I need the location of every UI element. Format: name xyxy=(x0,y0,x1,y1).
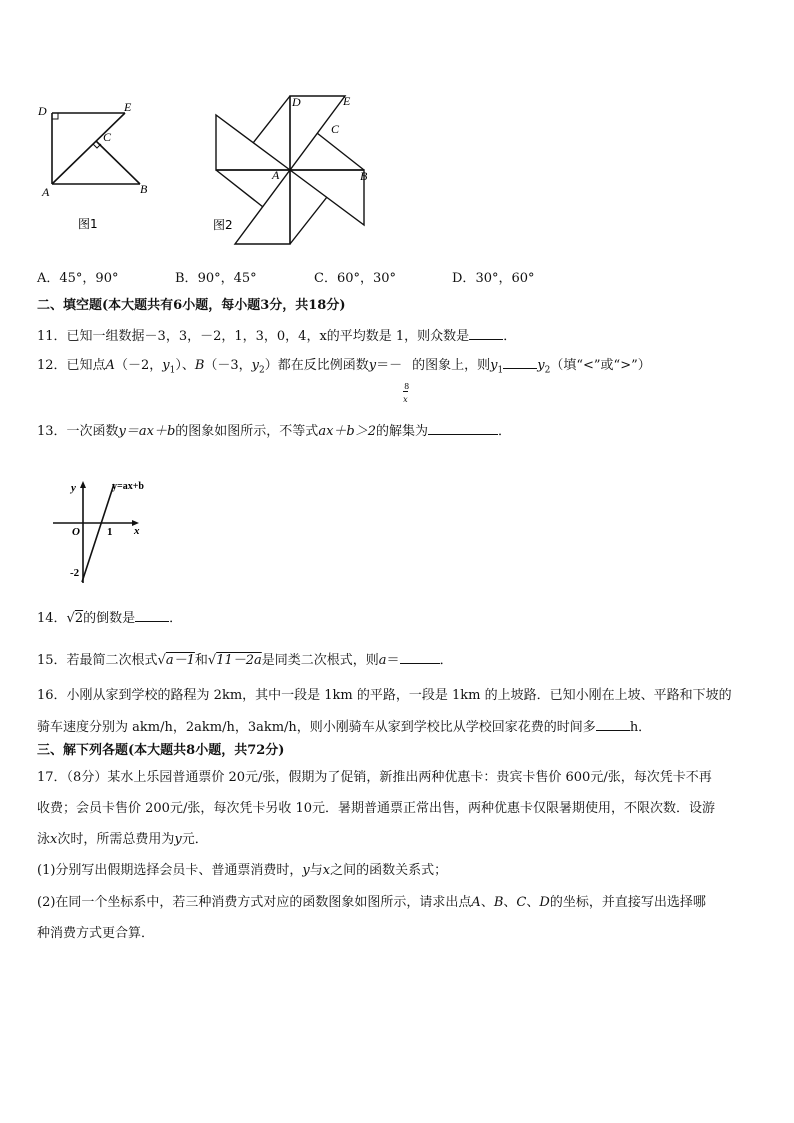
q13-graph xyxy=(50,478,160,588)
fig2-label-e: E xyxy=(343,94,351,108)
fig2-label-b: B xyxy=(360,169,368,183)
fig1-caption: 图1 xyxy=(78,217,98,231)
figure-1 xyxy=(30,95,170,235)
fig1-label-c: C xyxy=(103,130,112,144)
graph-label-minus2: -2 xyxy=(70,567,80,579)
graph-line-label: y=ax+b xyxy=(112,481,144,492)
question-11: 11．已知一组数据－3，3，－2，1，3，0，4，x的平均数是 1，则众数是 ． xyxy=(37,329,517,344)
question-17-line-2: 收费；会员卡售价 200元/张，每次凭卡另收 10元．暑期普通票正常出售，两种优惠卡仅限暑期使用，不限次数．设游 xyxy=(37,801,716,816)
fig1-label-b: B xyxy=(140,182,148,196)
question-17-line-1: 17．（8分）某水上乐园普通票价 20元/张，假期为了促销，新推出两种优惠卡：贵宾卡售价 600元/张，每次凭卡不再 xyxy=(37,770,712,785)
option-a: A．45°，90° xyxy=(37,271,119,286)
option-c: C．60°，30° xyxy=(314,271,397,286)
section2-header: 二、填空题(本大题共有6小题，每小题3分，共18分) xyxy=(37,298,346,313)
graph-label-x: x xyxy=(134,525,140,537)
question-17-line-3: 泳x次时，所需总费用为y元． xyxy=(37,832,208,847)
fig1-label-d: D xyxy=(38,104,47,118)
question-12: 12．已知点A（－2，$y_1$）、B（－3，$y_2$）都在反比例函数y＝－ $\frac{8}{x}$ 的图象上，则$y_1$ $y_2$（填“<”或“>”） xyxy=(37,356,651,379)
section3-header: 三、解下列各题(本大题共8小题，共72分) xyxy=(37,743,285,758)
option-b: B．90°，45° xyxy=(175,271,257,286)
question-13: 13．一次函数y＝ax＋b的图象如图所示，不等式ax＋b＞2的解集为 ． xyxy=(37,424,512,439)
question-17-part-1: (1)分别写出假期选择会员卡、普通票消费时，y与x之间的函数关系式； xyxy=(37,863,448,878)
figure-2 xyxy=(200,80,390,260)
sqrt-a-minus-1: √a－1 xyxy=(157,653,195,668)
sqrt-2: √2 xyxy=(66,611,84,626)
question-15: 15．若最简二次根式√a－1和√11－2a是同类二次根式，则a＝ ． xyxy=(37,653,453,668)
figure-2-shape xyxy=(216,96,364,244)
graph-label-origin: O xyxy=(72,526,80,538)
sqrt-11-minus-2a: √11－2a xyxy=(207,653,262,668)
question-17-part-2-cont: 种消费方式更合算． xyxy=(37,926,155,941)
fig1-label-e: E xyxy=(124,100,132,114)
question-16-line-2: 骑车速度分别为 akm/h，2akm/h，3akm/h，则小刚骑车从家到学校比从学校回家花费的时间多 h． xyxy=(37,720,652,735)
figure-1-shape xyxy=(52,113,140,184)
fig2-label-a: A xyxy=(272,168,280,182)
question-17-part-2: (2)在同一个坐标系中，若三种消费方式对应的函数图象如图所示，请求出点A、B、C、D的坐标，并直接写出选择哪 xyxy=(37,895,706,910)
fig2-label-d: D xyxy=(292,95,301,109)
question-16-line-1: 16．小刚从家到学校的路程为 2km，其中一段是 1km 的平路，一段是 1km 的上坡路．已知小刚在上坡、平路和下坡的 xyxy=(37,688,732,703)
fig2-label-c: C xyxy=(331,122,340,136)
question-14: 14．√2的倒数是 ． xyxy=(37,611,183,626)
option-d: D．30°，60° xyxy=(452,271,535,286)
graph-label-1: 1 xyxy=(107,526,113,538)
fig1-label-a: A xyxy=(42,185,50,199)
graph-label-y: y xyxy=(71,482,76,494)
fig2-caption: 图2 xyxy=(213,218,233,232)
